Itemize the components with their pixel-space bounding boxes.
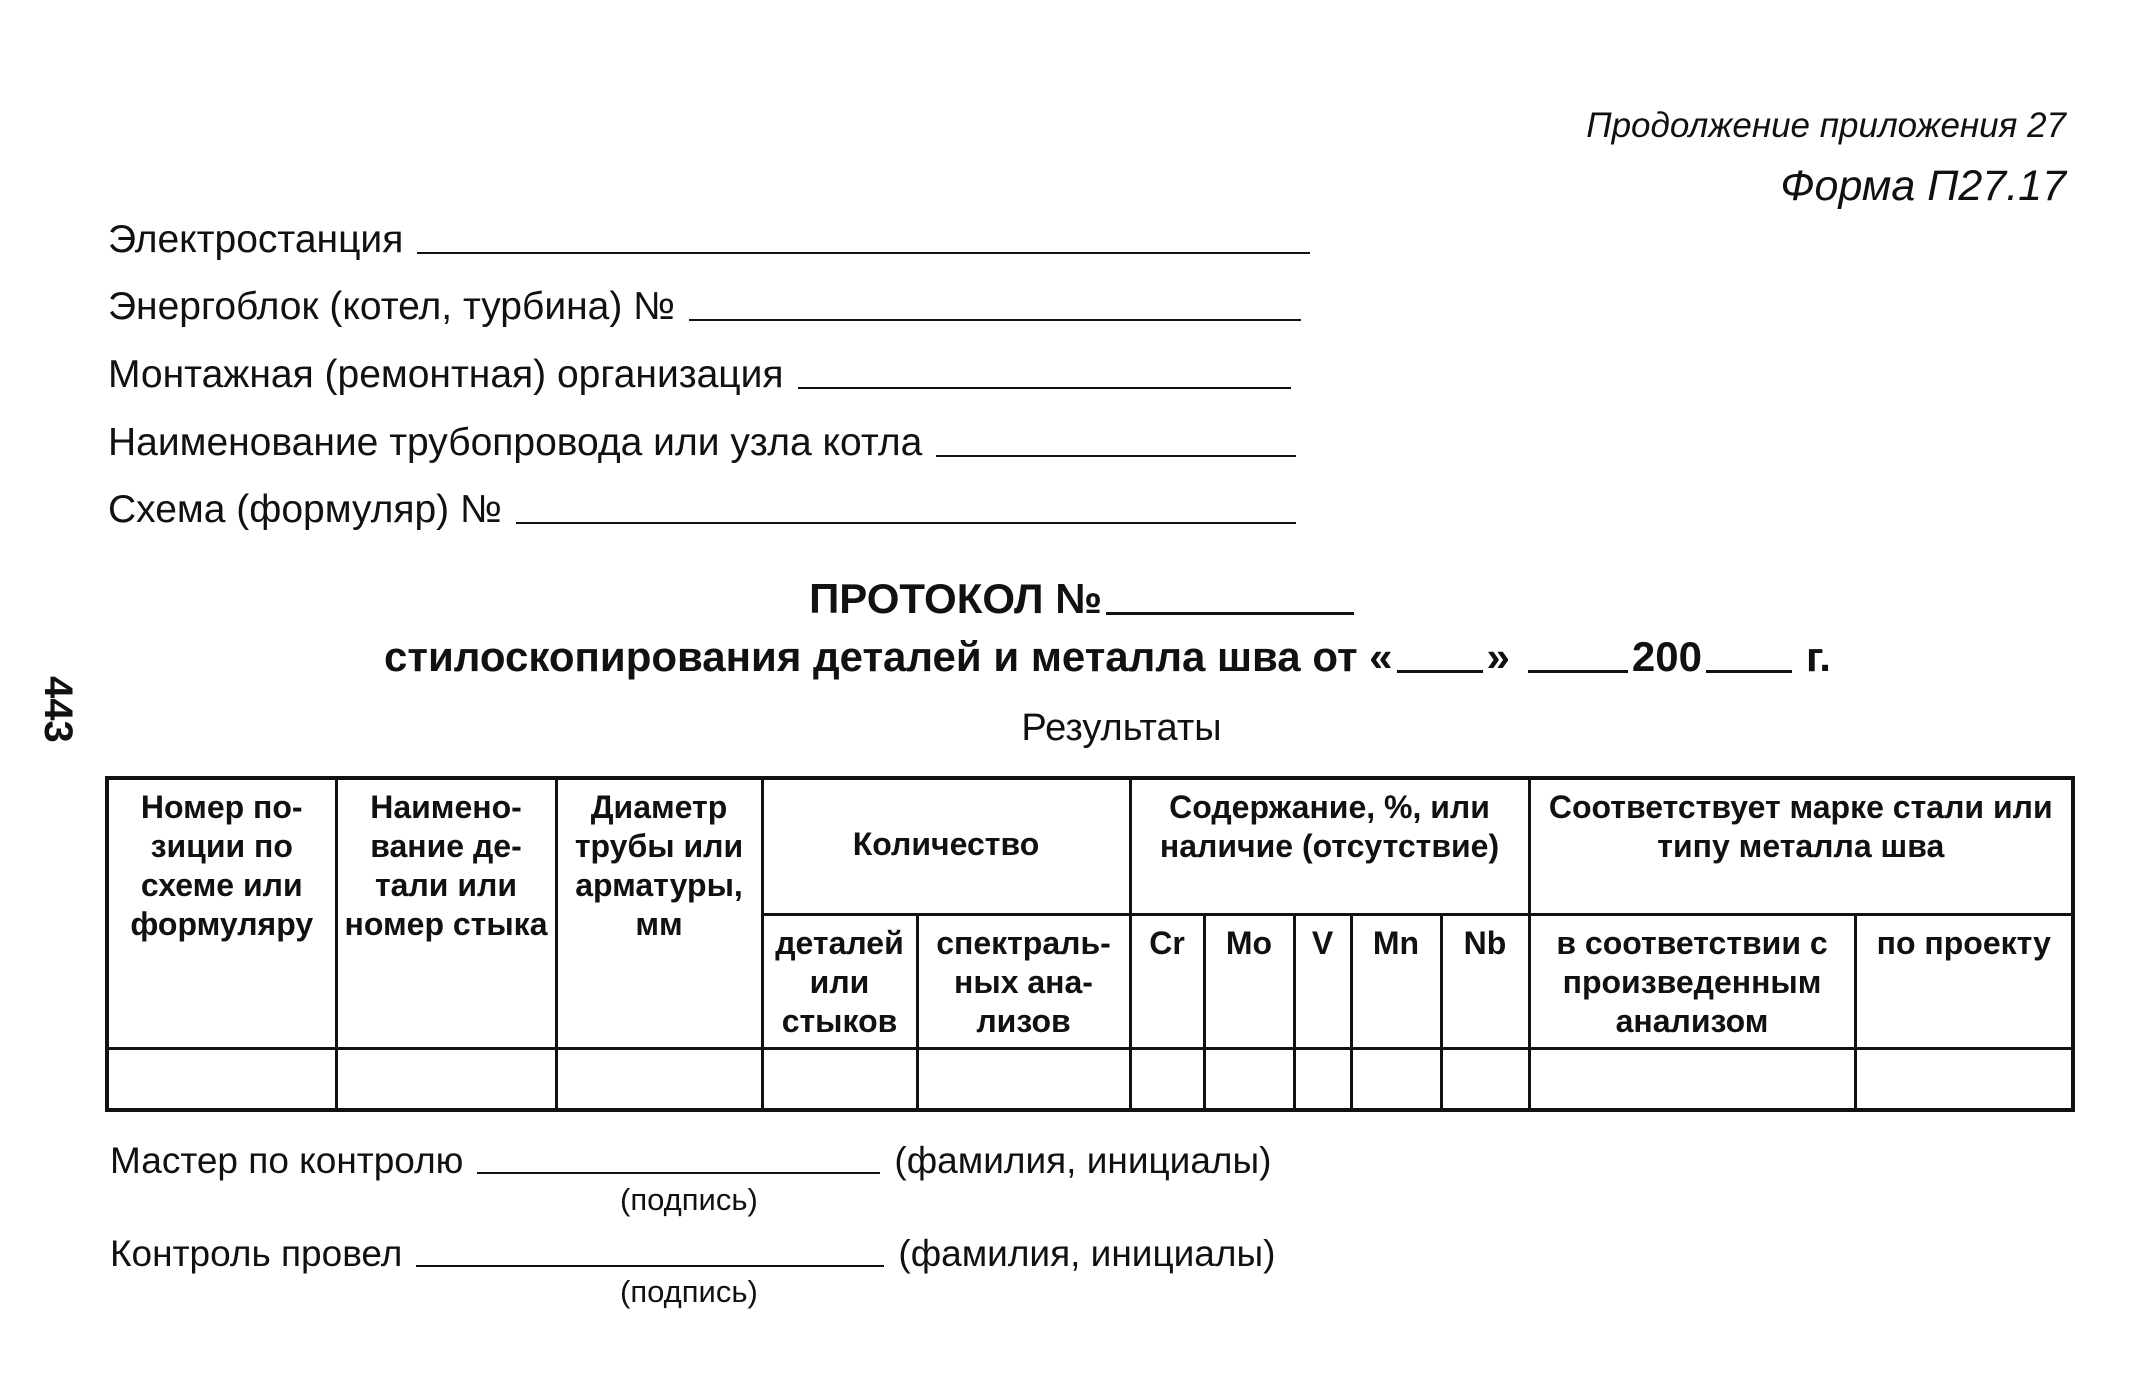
field-scheme [108, 480, 1296, 532]
signature-master-caption: (подпись) [620, 1182, 758, 1217]
table-header-row [107, 778, 2073, 914]
header-diameter: Диаметр трубы или арматуры, мм [556, 778, 762, 1048]
subtitle-text: стилоскопирования деталей и металла шва от « [384, 633, 1393, 680]
field-station-label: Электростанция [108, 218, 404, 261]
field-unit-label: Энергоблок (котел, турбина) № [108, 285, 676, 328]
field-scheme-blank[interactable] [516, 522, 1296, 524]
header-match-analysis: в соответствии с произведенным анализом [1529, 914, 1855, 1048]
cell-parts-count[interactable] [762, 1048, 917, 1110]
header-element-cr: Cr [1130, 914, 1204, 1048]
results-table [105, 776, 2075, 1112]
header-element-nb: Nb [1441, 914, 1529, 1048]
signature-master-label: Мастер по контролю [110, 1140, 464, 1181]
header-content: Содержание, %, или наличие (отсутствие) [1130, 778, 1529, 914]
header-parts-count: деталей или стыков [762, 914, 917, 1048]
appendix-continuation: Продолжение приложения 27 [1586, 106, 2066, 145]
cell-nb[interactable] [1441, 1048, 1529, 1110]
signature-controller-blank[interactable] [416, 1265, 884, 1267]
signature-controller-caption: (подпись) [620, 1274, 758, 1309]
cell-diameter[interactable] [556, 1048, 762, 1110]
table-row [107, 1048, 2073, 1110]
field-pipeline-blank[interactable] [936, 455, 1296, 457]
field-unit-blank[interactable] [689, 319, 1301, 321]
protocol-title [0, 575, 2147, 623]
cell-cr[interactable] [1130, 1048, 1204, 1110]
cell-match-analysis[interactable] [1529, 1048, 1855, 1110]
field-organization [108, 345, 1291, 397]
page-number: 443 [36, 676, 80, 743]
subtitle-quote-close: » [1486, 633, 1510, 680]
field-unit [108, 277, 1301, 329]
header-element-v: V [1294, 914, 1351, 1048]
field-pipeline [108, 413, 1296, 465]
month-blank[interactable] [1528, 670, 1628, 673]
day-blank[interactable] [1397, 670, 1483, 673]
cell-match-project[interactable] [1855, 1048, 2073, 1110]
field-organization-label: Монтажная (ремонтная) организация [108, 353, 784, 396]
cell-part-name[interactable] [336, 1048, 556, 1110]
cell-mo[interactable] [1204, 1048, 1294, 1110]
header-match: Соответствует марке стали или типу металла шва [1529, 778, 2073, 914]
header-spectral-count: спектраль-ных ана-лизов [917, 914, 1130, 1048]
field-station-blank[interactable] [417, 252, 1310, 254]
form-number: Форма П27.17 [1780, 162, 2066, 210]
field-pipeline-label: Наименование трубопровода или узла котла [108, 421, 923, 464]
field-organization-blank[interactable] [798, 387, 1291, 389]
signature-controller-name-hint: (фамилия, инициалы) [898, 1233, 1276, 1274]
subtitle-year: 200 [1631, 633, 1702, 680]
results-label: Результаты [1021, 707, 1222, 749]
signature-master-name-hint: (фамилия, инициалы) [894, 1140, 1272, 1181]
signature-controller-label: Контроль провел [110, 1233, 403, 1274]
signature-master [110, 1132, 1271, 1182]
cell-v[interactable] [1294, 1048, 1351, 1110]
cell-mn[interactable] [1351, 1048, 1441, 1110]
subtitle-year-suffix: г. [1805, 633, 1831, 680]
header-match-project: по проекту [1855, 914, 2073, 1048]
protocol-title-label: ПРОТОКОЛ № [809, 575, 1102, 622]
protocol-subtitle [0, 633, 2147, 681]
protocol-number-blank[interactable] [1106, 612, 1354, 615]
cell-spectral-count[interactable] [917, 1048, 1130, 1110]
header-position: Номер по-зиции по схеме или формуляру [107, 778, 336, 1048]
header-element-mn: Mn [1351, 914, 1441, 1048]
header-quantity: Количество [762, 778, 1130, 914]
signature-master-blank[interactable] [477, 1172, 880, 1174]
signature-controller [110, 1225, 1275, 1275]
header-part-name: Наимено-вание де-тали или номер стыка [336, 778, 556, 1048]
field-station [108, 210, 1310, 262]
year-blank[interactable] [1706, 670, 1792, 673]
field-scheme-label: Схема (формуляр) № [108, 488, 502, 531]
cell-position[interactable] [107, 1048, 336, 1110]
header-element-mo: Mo [1204, 914, 1294, 1048]
